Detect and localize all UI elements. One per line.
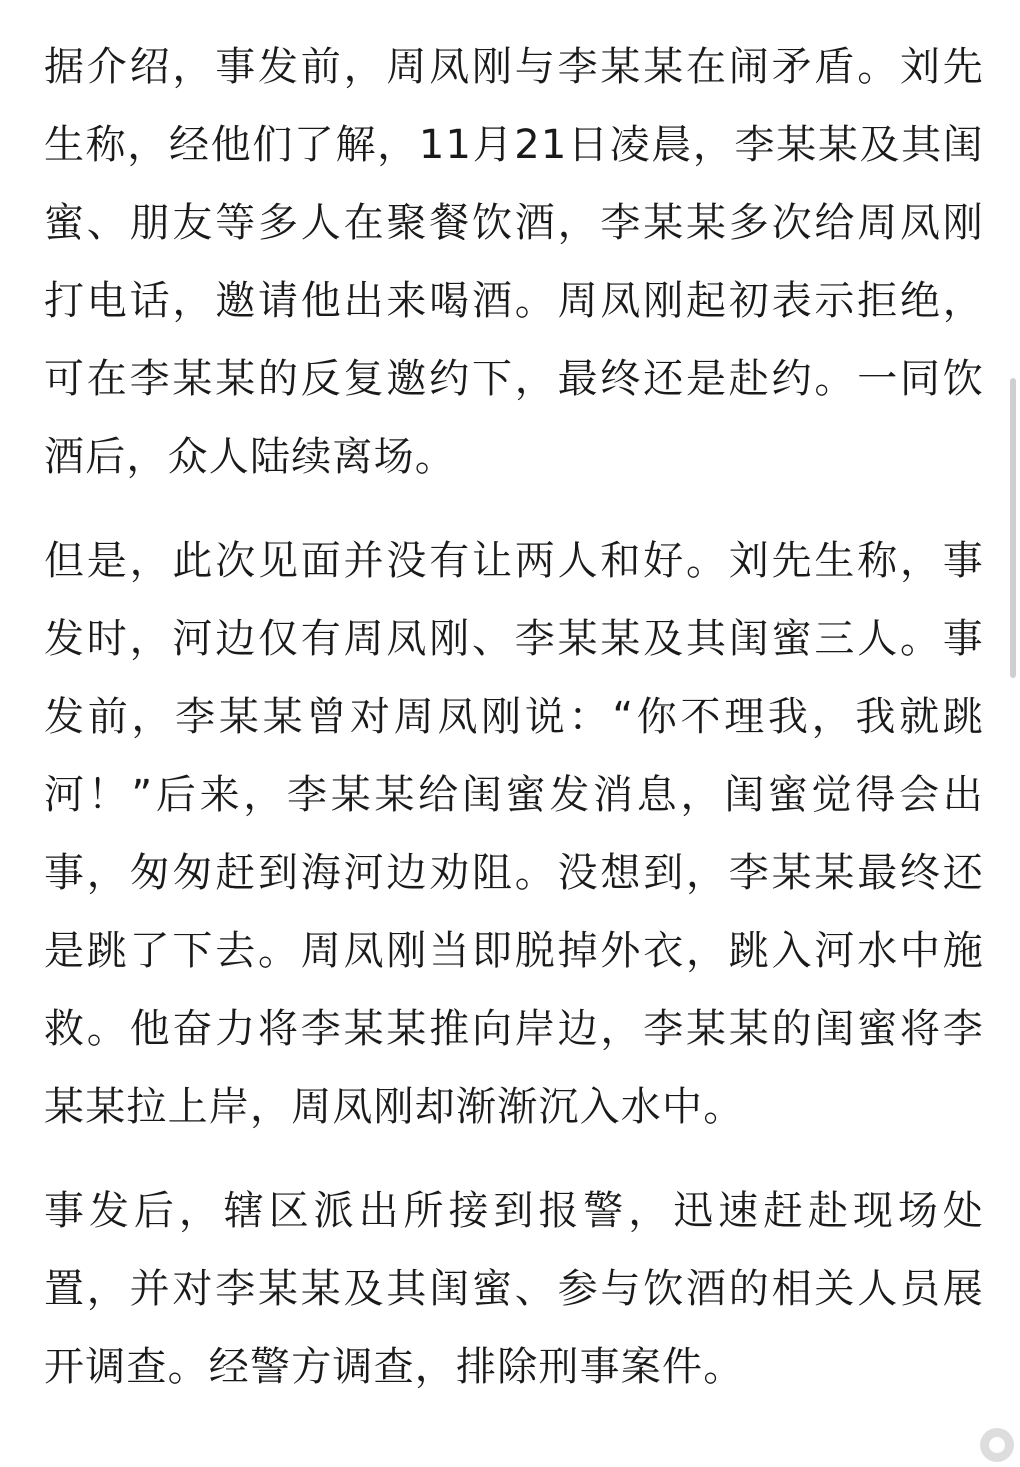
watermark-logo-icon xyxy=(980,1428,1014,1462)
article-paragraph-1: 据介绍，事发前，周凤刚与李某某在闹矛盾。刘先生称，经他们了解，11月21日凌晨，李某某及其闺蜜、朋友等多人在聚餐饮酒，李某某多次给周凤刚打电话，邀请他出来喝酒。周凤刚起初表示拒绝，可在李某某的反复邀约下，最终还是赴约。一同饮酒后，众人陆续离场。 xyxy=(44,44,984,480)
watermark xyxy=(980,1425,1014,1465)
article-paragraph-2: 但是，此次见面并没有让两人和好。刘先生称，事发时，河边仅有周凤刚、李某某及其闺蜜三人。事发前，李某某曾对周凤刚说：“你不理我，我就跳河！”后来，李某某给闺蜜发消息，闺蜜觉得会出事，匆匆赶到海河边劝阻。没想到，李某某最终还是跳了下去。周凤刚当即脱掉外衣，跳入河水中施救。他奋力将李某某推向岸边，李某某的闺蜜将李某某拉上岸，周凤刚却渐渐沉入水中。 xyxy=(44,538,984,1130)
article-paragraph-3: 事发后，辖区派出所接到报警，迅速赶赴现场处置，并对李某某及其闺蜜、参与饮酒的相关人员展开调查。经警方调查，排除刑事案件。 xyxy=(44,1188,984,1390)
article-body xyxy=(44,28,984,1406)
scrollbar-thumb[interactable] xyxy=(1010,378,1016,678)
